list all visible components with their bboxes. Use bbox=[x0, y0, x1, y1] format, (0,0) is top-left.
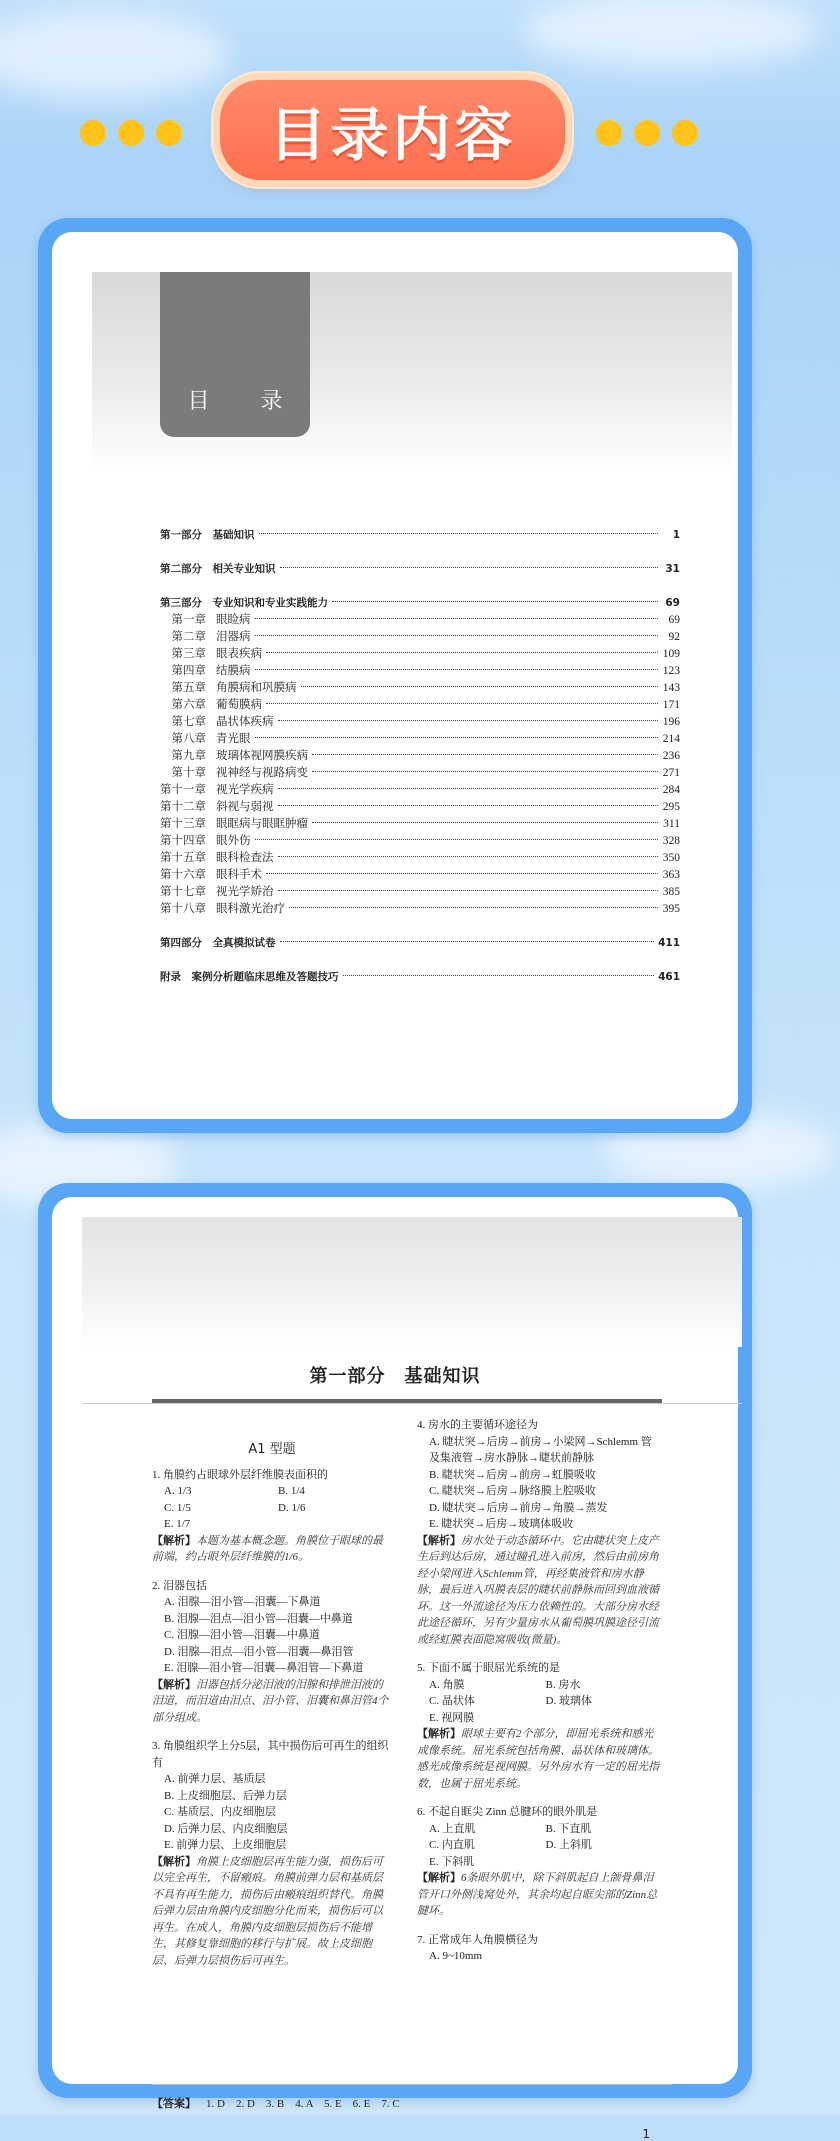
toc-chapter-title: 玻璃体视网膜疾病 bbox=[216, 750, 308, 762]
explanation-label: 【解析】 bbox=[417, 1728, 461, 1740]
toc-entry-label bbox=[160, 646, 262, 663]
toc-entry-label bbox=[160, 663, 251, 680]
toc-entry-label: 第三部分 专业知识和专业实践能力 bbox=[160, 597, 328, 609]
toc-leader bbox=[278, 788, 659, 789]
toc-chapter-title: 眼科检查法 bbox=[216, 852, 274, 864]
toc-chapter-title: 视光学疾病 bbox=[216, 784, 274, 796]
explanation-label: 【解析】 bbox=[417, 1872, 461, 1884]
toc-page-number: 411 bbox=[658, 937, 680, 949]
toc-chapter-number: 第二章 bbox=[171, 631, 206, 643]
answer-option: E. 泪腺—泪小管—泪囊—鼻泪管—下鼻道 bbox=[164, 1662, 364, 1674]
toc-page-number: 385 bbox=[662, 886, 680, 898]
answer-option: A. 角膜 bbox=[429, 1678, 465, 1691]
banner-title-box bbox=[220, 80, 565, 180]
toc-chapter-number: 第十五章 bbox=[160, 852, 206, 864]
toc-gap bbox=[160, 544, 680, 561]
table-of-contents bbox=[160, 527, 680, 986]
toc-chapter-row[interactable] bbox=[160, 901, 680, 918]
toc-chapter-title: 眼科激光治疗 bbox=[216, 903, 285, 915]
answer-option: C. 内直肌 bbox=[429, 1839, 475, 1851]
toc-chapter-row[interactable] bbox=[160, 629, 680, 646]
toc-chapter-row[interactable] bbox=[160, 833, 680, 850]
answer-option: A. 上直肌 bbox=[429, 1822, 476, 1835]
toc-chapter-title: 晶状体疾病 bbox=[216, 716, 274, 728]
toc-leader bbox=[343, 975, 655, 976]
toc-chapter-row[interactable] bbox=[160, 612, 680, 629]
toc-card bbox=[38, 218, 752, 1133]
toc-part-row[interactable] bbox=[160, 527, 680, 544]
toc-chapter-title: 眼眶病与眼眶肿瘤 bbox=[216, 818, 308, 830]
toc-entry-label bbox=[160, 748, 308, 765]
toc-leader bbox=[255, 618, 659, 619]
toc-chapter-number: 第五章 bbox=[171, 682, 206, 694]
question-stem: 3. 角膜组织学上分5层，其中损伤后可再生的组织有 bbox=[152, 1740, 389, 1769]
toc-page-number: 123 bbox=[662, 665, 680, 677]
toc-entry-label bbox=[160, 714, 274, 731]
spacer bbox=[152, 1566, 392, 1578]
toc-chapter-row[interactable] bbox=[160, 731, 680, 748]
toc-chapter-number: 第八章 bbox=[171, 733, 206, 745]
toc-chapter-title: 青光眼 bbox=[216, 733, 251, 745]
toc-chapter-row[interactable] bbox=[160, 867, 680, 884]
toc-entry-label: 第四部分 全真模拟试卷 bbox=[160, 937, 276, 949]
question-stem: 2. 泪器包括 bbox=[152, 1579, 207, 1592]
toc-leader bbox=[255, 737, 659, 738]
explanation-text: 本题为基本概念题。角膜位于眼球的最前端，约占眼外层纤维膜的1/6。 bbox=[152, 1534, 383, 1563]
answer-option: A. 1/3 bbox=[164, 1485, 192, 1497]
toc-entry-label bbox=[160, 680, 297, 697]
explanation-text: 6条眼外肌中，除下斜肌起自上颌骨鼻泪管开口外侧浅窝处外，其余均起自眶尖部的Zinn总腱环。 bbox=[417, 1872, 658, 1917]
toc-heading: 目 录 bbox=[187, 389, 305, 414]
toc-entry-label bbox=[160, 850, 274, 867]
answer-option: B. 1/4 bbox=[278, 1485, 305, 1497]
toc-leader bbox=[312, 771, 658, 772]
toc-page-number: 395 bbox=[662, 903, 680, 915]
page-header-band bbox=[82, 1217, 742, 1347]
toc-chapter-number: 第十八章 bbox=[160, 903, 206, 915]
dot-icon bbox=[156, 120, 182, 146]
toc-page-number: 295 bbox=[662, 801, 680, 813]
toc-chapter-title: 眼睑病 bbox=[216, 614, 251, 626]
toc-chapter-number: 第十三章 bbox=[160, 818, 206, 830]
answer-option: A. 睫状突→后房→前房→小梁网→Schlemm 管及集液管→房水静脉→睫状前静脉 bbox=[429, 1435, 652, 1464]
toc-page-number: 69 bbox=[668, 614, 680, 626]
toc-entry-label bbox=[160, 833, 251, 850]
toc-entry-label bbox=[160, 782, 274, 799]
spacer bbox=[417, 1648, 662, 1660]
toc-chapter-row[interactable] bbox=[160, 748, 680, 765]
answer-option: B. 下直肌 bbox=[545, 1822, 592, 1835]
answer-option: D. 后弹力层、内皮细胞层 bbox=[164, 1822, 288, 1835]
toc-leader bbox=[312, 822, 658, 823]
toc-part-row[interactable] bbox=[160, 561, 680, 578]
toc-leader bbox=[255, 839, 659, 840]
toc-page-number: 236 bbox=[662, 750, 680, 762]
toc-entry-label bbox=[160, 799, 274, 816]
toc-chapter-row[interactable] bbox=[160, 782, 680, 799]
toc-leader bbox=[280, 941, 655, 942]
toc-entry-label bbox=[160, 612, 251, 629]
section-heading: A1 型题 bbox=[248, 1442, 296, 1457]
toc-page-number: 69 bbox=[665, 597, 680, 609]
answer-option: C. 泪腺—泪小管—泪囊—中鼻道 bbox=[164, 1629, 320, 1641]
toc-part-row[interactable] bbox=[160, 969, 680, 986]
toc-entry-label bbox=[160, 867, 262, 884]
toc-entry-label bbox=[160, 884, 274, 901]
answer-option: D. 1/6 bbox=[278, 1501, 306, 1514]
content-card bbox=[38, 1183, 752, 2141]
explanation bbox=[152, 1854, 392, 1970]
answer-option: A. 9~10mm bbox=[429, 1950, 483, 1962]
explanation bbox=[417, 1870, 662, 1920]
toc-chapter-row[interactable] bbox=[160, 850, 680, 867]
toc-chapter-number: 第十章 bbox=[171, 767, 206, 779]
answer-option: B. 上皮细胞层、后弹力层 bbox=[164, 1789, 287, 1802]
toc-leader bbox=[278, 720, 659, 721]
toc-chapter-number: 第十四章 bbox=[160, 835, 206, 847]
toc-chapter-title: 结膜病 bbox=[216, 665, 251, 677]
toc-chapter-title: 视光学矫治 bbox=[216, 886, 274, 898]
toc-page-number: 92 bbox=[668, 631, 680, 643]
toc-entry-label bbox=[160, 765, 308, 782]
toc-page-number: 461 bbox=[658, 971, 680, 983]
right-column bbox=[417, 1417, 662, 1965]
toc-entry-label: 附录 案例分析题临床思维及答题技巧 bbox=[160, 971, 339, 983]
answer-option-pair bbox=[152, 1500, 392, 1517]
toc-gap bbox=[160, 578, 680, 595]
toc-gap bbox=[160, 918, 680, 935]
answer-option: A. 泪腺—泪小管—泪囊—下鼻道 bbox=[164, 1596, 321, 1608]
toc-leader bbox=[255, 669, 659, 670]
toc-part-row[interactable] bbox=[160, 935, 680, 952]
explanation-label: 【解析】 bbox=[152, 1534, 196, 1547]
explanation-text: 角膜上皮细胞层再生能力强，损伤后可以完全再生，不留瘢痕。角膜前弹力层和基质层不具有再生能力，损伤后由瘢痕组织替代。角膜后弹力层由角膜内皮细胞分化而来，损伤后可以再生。在成人，角膜内皮细胞层损伤后不能增生，其修复靠细胞的移行与扩展。故上皮细胞层、后弹力层损伤后可再生。 bbox=[152, 1855, 383, 1967]
dot-icon bbox=[596, 120, 622, 146]
toc-leader bbox=[312, 754, 658, 755]
answer-option: C. 晶状体 bbox=[429, 1695, 475, 1707]
answer-option: E. 1/7 bbox=[164, 1518, 191, 1530]
toc-leader bbox=[278, 890, 659, 891]
answer-option: A. 前弹力层、基质层 bbox=[164, 1773, 266, 1785]
toc-entry-label bbox=[160, 816, 308, 833]
toc-chapter-number: 第一章 bbox=[171, 614, 206, 626]
toc-page-number: 31 bbox=[665, 563, 680, 575]
answer-option-pair bbox=[417, 1837, 662, 1854]
toc-chapter-title: 视神经与视路病变 bbox=[216, 767, 308, 779]
toc-page-number: 271 bbox=[662, 767, 680, 779]
question-stem: 7. 正常成年人角膜横径为 bbox=[417, 1933, 538, 1946]
toc-chapter-title: 眼外伤 bbox=[216, 835, 251, 847]
toc-chapter-number: 第三章 bbox=[171, 648, 206, 660]
toc-page-number: 350 bbox=[662, 852, 680, 864]
toc-leader bbox=[259, 533, 659, 534]
explanation-label: 【解析】 bbox=[417, 1534, 461, 1547]
toc-chapter-row[interactable] bbox=[160, 646, 680, 663]
toc-chapter-number: 第七章 bbox=[171, 716, 206, 728]
answer-option: B. 房水 bbox=[545, 1678, 581, 1691]
toc-leader bbox=[332, 601, 658, 602]
answer-option-pair bbox=[417, 1693, 662, 1710]
toc-page bbox=[52, 232, 738, 1119]
answer-option: D. 玻璃体 bbox=[545, 1695, 592, 1707]
answer-option: D. 上斜肌 bbox=[545, 1839, 592, 1851]
toc-chapter-number: 第十二章 bbox=[160, 801, 206, 813]
content-page bbox=[52, 1197, 738, 2141]
toc-page-number: 311 bbox=[663, 818, 680, 830]
toc-chapter-row[interactable] bbox=[160, 884, 680, 901]
answer-option: B. 泪腺—泪点—泪小管—泪囊—中鼻道 bbox=[164, 1612, 353, 1625]
answer-option: C. 睫状突→后房→脉络膜上腔吸收 bbox=[429, 1485, 596, 1497]
toc-leader bbox=[278, 805, 659, 806]
explanation bbox=[152, 1677, 392, 1727]
cloud-decoration bbox=[520, 0, 820, 70]
toc-chapter-number: 第十七章 bbox=[160, 886, 206, 898]
explanation bbox=[417, 1726, 662, 1792]
toc-entry-label bbox=[160, 629, 251, 646]
toc-page-number: 363 bbox=[662, 869, 680, 881]
toc-heading-tab bbox=[160, 272, 310, 437]
dot-icon bbox=[634, 120, 660, 146]
answer-values: 1. D 2. D 3. B 4. A 5. E 6. E 7. C bbox=[206, 2098, 400, 2110]
toc-chapter-number: 第十六章 bbox=[160, 869, 206, 881]
toc-page-number: 284 bbox=[662, 784, 680, 796]
dot-icon bbox=[118, 120, 144, 146]
toc-chapter-title: 葡萄膜病 bbox=[216, 699, 262, 711]
answer-option: C. 基质层、内皮细胞层 bbox=[164, 1806, 276, 1818]
banner-title: 目录内容 bbox=[268, 101, 517, 169]
toc-chapter-number: 第九章 bbox=[171, 750, 206, 762]
toc-chapter-row[interactable] bbox=[160, 714, 680, 731]
dot-icon bbox=[80, 120, 106, 146]
toc-page-number: 1 bbox=[672, 529, 680, 541]
toc-chapter-row[interactable] bbox=[160, 680, 680, 697]
toc-chapter-row[interactable] bbox=[160, 765, 680, 782]
question-stem: 1. 角膜约占眼球外层纤维膜表面积的 bbox=[152, 1468, 328, 1481]
spacer bbox=[417, 1920, 662, 1932]
answer-option: E. 睫状突→后房→玻璃体吸收 bbox=[429, 1518, 574, 1530]
toc-chapter-title: 斜视与弱视 bbox=[216, 801, 274, 813]
toc-leader bbox=[301, 686, 659, 687]
explanation bbox=[152, 1533, 392, 1566]
explanation-text: 泪器包括分泌泪液的泪腺和排泄泪液的泪道，而泪道由泪点、泪小管、泪囊和鼻泪管4个部分组成。 bbox=[152, 1678, 389, 1724]
toc-chapter-row[interactable] bbox=[160, 799, 680, 816]
explanation-text: 眼球主要有2个部分，即屈光系统和感光成像系统。屈光系统包括角膜、晶状体和玻璃体。感光成像系统是视网膜。另外房水有一定的屈光指数，也属于屈光系统。 bbox=[417, 1728, 659, 1790]
answer-label: 【答案】 bbox=[152, 2097, 196, 2110]
answer-option-pair bbox=[417, 1821, 662, 1838]
toc-chapter-title: 眼表疾病 bbox=[216, 648, 262, 660]
answer-option: E. 视网膜 bbox=[429, 1711, 475, 1724]
left-column bbox=[152, 1442, 392, 1969]
toc-chapter-title: 泪器病 bbox=[216, 631, 251, 643]
toc-page-number: 328 bbox=[662, 835, 680, 847]
answer-option-pair bbox=[152, 1483, 392, 1500]
answer-option: C. 1/5 bbox=[164, 1501, 191, 1514]
toc-leader bbox=[278, 856, 659, 857]
question-stem: 5. 下面不属于眼屈光系统的是 bbox=[417, 1662, 560, 1674]
answer-option: E. 下斜肌 bbox=[429, 1855, 475, 1868]
page-number: 1 bbox=[642, 2127, 650, 2141]
toc-chapter-number: 第十一章 bbox=[160, 784, 206, 796]
toc-page-number: 109 bbox=[662, 648, 680, 660]
toc-entry-label: 第二部分 相关专业知识 bbox=[160, 563, 276, 575]
page-title: 第一部分 基础知识 bbox=[309, 1366, 481, 1387]
explanation-label: 【解析】 bbox=[152, 1678, 196, 1691]
explanation-label: 【解析】 bbox=[152, 1855, 196, 1868]
header-banner bbox=[0, 70, 790, 185]
answer-option: B. 睫状突→后房→前房→虹膜吸收 bbox=[429, 1468, 596, 1481]
toc-page-number: 196 bbox=[662, 716, 680, 728]
toc-page-number: 214 bbox=[662, 733, 680, 745]
toc-chapter-number: 第六章 bbox=[171, 699, 206, 711]
toc-chapter-title: 角膜病和巩膜病 bbox=[216, 682, 297, 694]
toc-chapter-row[interactable] bbox=[160, 663, 680, 680]
toc-chapter-number: 第四章 bbox=[171, 665, 206, 677]
toc-entry-label bbox=[160, 731, 251, 748]
toc-leader bbox=[255, 635, 659, 636]
toc-leader bbox=[266, 703, 658, 704]
title-rule-thin bbox=[82, 1403, 742, 1404]
toc-chapter-title: 眼科手术 bbox=[216, 869, 262, 881]
answer-option: D. 泪腺—泪点—泪小管—泪囊—鼻泪管 bbox=[164, 1645, 354, 1658]
answer-key bbox=[152, 2084, 672, 2111]
toc-entry-label bbox=[160, 901, 285, 918]
question-stem: 4. 房水的主要循环途径为 bbox=[417, 1419, 538, 1431]
answer-option-pair bbox=[417, 1677, 662, 1694]
toc-part-row[interactable] bbox=[160, 595, 680, 612]
toc-page-number: 143 bbox=[662, 682, 680, 694]
dot-icon bbox=[672, 120, 698, 146]
toc-leader bbox=[280, 567, 659, 568]
toc-leader bbox=[266, 873, 658, 874]
answer-option: E. 前弹力层、上皮细胞层 bbox=[164, 1839, 287, 1851]
toc-leader bbox=[266, 652, 658, 653]
question-stem: 6. 不起自眶尖 Zinn 总腱环的眼外肌是 bbox=[417, 1806, 598, 1818]
spacer bbox=[152, 1726, 392, 1738]
toc-chapter-row[interactable] bbox=[160, 697, 680, 714]
explanation bbox=[417, 1533, 662, 1649]
toc-leader bbox=[289, 907, 658, 908]
toc-gap bbox=[160, 952, 680, 969]
toc-entry-label: 第一部分 基础知识 bbox=[160, 529, 255, 541]
spacer bbox=[417, 1792, 662, 1804]
explanation-text: 房水处于动态循环中。它由睫状突上皮产生后到达后房，通过瞳孔进入前房，然后由前房角经小梁网进入Schlemm管，再经集液管和房水静脉，最后进入巩膜表层的睫状前静脉而回到血液循环。这一外流途径为压力依赖性的。大部分房水经此途径循环，另有少量房水从葡萄膜巩膜途径引流或经虹膜表面隐窝吸收(微量)。 bbox=[417, 1534, 659, 1646]
toc-chapter-row[interactable] bbox=[160, 816, 680, 833]
toc-page-number: 171 bbox=[662, 699, 680, 711]
answer-option: D. 睫状突→后房→前房→角膜→蒸发 bbox=[429, 1501, 608, 1514]
toc-entry-label bbox=[160, 697, 262, 714]
